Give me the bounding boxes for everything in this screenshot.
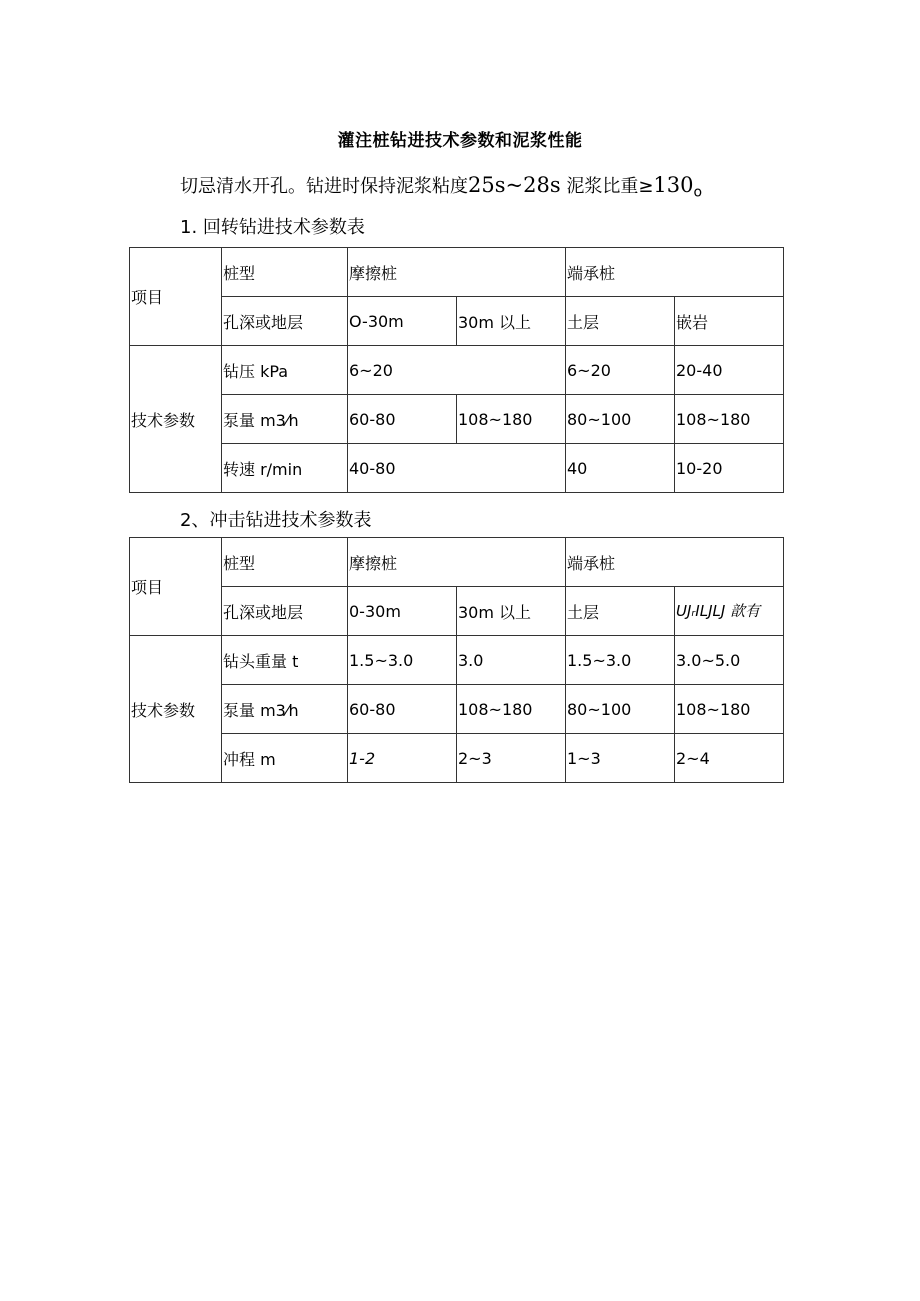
end-bearing-pile-header: 端承桩 bbox=[566, 248, 784, 297]
table-row bbox=[130, 636, 784, 685]
intro-density: 130 bbox=[653, 173, 694, 197]
table2-heading: 2、冲击钻进技术参数表 bbox=[180, 510, 372, 531]
cell: 2~3 bbox=[457, 734, 566, 783]
depth-col: 30m 以上 bbox=[457, 297, 566, 346]
depth-col: 嵌岩 bbox=[675, 297, 784, 346]
cell: 80~100 bbox=[566, 395, 675, 444]
cell: 1.5~3.0 bbox=[348, 636, 457, 685]
percussion-drilling-table bbox=[129, 537, 784, 783]
table-row bbox=[130, 395, 784, 444]
cell: 1~3 bbox=[566, 734, 675, 783]
cell: 10-20 bbox=[675, 444, 784, 493]
friction-pile-header: 摩擦桩 bbox=[348, 538, 566, 587]
row-name: 冲程 m bbox=[222, 734, 348, 783]
cell: 3.0 bbox=[457, 636, 566, 685]
cell: 6~20 bbox=[566, 346, 675, 395]
cell: 60-80 bbox=[348, 685, 457, 734]
depth-col: 0-30m bbox=[348, 587, 457, 636]
item-label: 项目 bbox=[130, 538, 222, 636]
table-row bbox=[130, 734, 784, 783]
row-name: 钻头重量 t bbox=[222, 636, 348, 685]
intro-tail: o bbox=[693, 184, 703, 201]
depth-col: O-30m bbox=[348, 297, 457, 346]
depth-col: 土层 bbox=[566, 297, 675, 346]
depth-label: 孔深或地层 bbox=[222, 297, 348, 346]
cell: 108~180 bbox=[675, 685, 784, 734]
rotary-drilling-table bbox=[129, 247, 784, 493]
row-name: 泵量 m3⁄h bbox=[222, 685, 348, 734]
intro-text-2: 泥浆比重≥ bbox=[560, 176, 654, 197]
cell: 6~20 bbox=[348, 346, 566, 395]
table-row bbox=[130, 248, 784, 297]
depth-label: 孔深或地层 bbox=[222, 587, 348, 636]
table-row bbox=[130, 444, 784, 493]
cell: 108~180 bbox=[675, 395, 784, 444]
cell: 1.5~3.0 bbox=[566, 636, 675, 685]
cell: 1-2 bbox=[348, 734, 457, 783]
cell: 20-40 bbox=[675, 346, 784, 395]
params-label: 技术参数 bbox=[130, 636, 222, 783]
intro-paragraph bbox=[180, 172, 702, 201]
cell: 3.0~5.0 bbox=[675, 636, 784, 685]
item-label: 项目 bbox=[130, 248, 222, 346]
pile-type-label: 桩型 bbox=[222, 248, 348, 297]
row-name: 泵量 m3⁄h bbox=[222, 395, 348, 444]
params-label: 技术参数 bbox=[130, 346, 222, 493]
pile-type-label: 桩型 bbox=[222, 538, 348, 587]
row-name: 转速 r/min bbox=[222, 444, 348, 493]
end-bearing-pile-header: 端承桩 bbox=[566, 538, 784, 587]
table-row bbox=[130, 538, 784, 587]
intro-viscosity: 25s~28s bbox=[468, 173, 561, 197]
row-name: 钻压 kPa bbox=[222, 346, 348, 395]
cell: 40-80 bbox=[348, 444, 566, 493]
cell: 40 bbox=[566, 444, 675, 493]
depth-col: 30m 以上 bbox=[457, 587, 566, 636]
document-title: 灌注桩钻进技术参数和泥浆性能 bbox=[337, 131, 583, 151]
table1-heading: 1. 回转钻进技术参数表 bbox=[180, 217, 365, 238]
table-row bbox=[130, 297, 784, 346]
cell: 108~180 bbox=[457, 395, 566, 444]
table-row bbox=[130, 346, 784, 395]
cell: 80~100 bbox=[566, 685, 675, 734]
table-row bbox=[130, 685, 784, 734]
cell: 60-80 bbox=[348, 395, 457, 444]
table-row bbox=[130, 587, 784, 636]
cell: 2~4 bbox=[675, 734, 784, 783]
cell: 108~180 bbox=[457, 685, 566, 734]
friction-pile-header: 摩擦桩 bbox=[348, 248, 566, 297]
depth-col: 土层 bbox=[566, 587, 675, 636]
depth-col: UJᵣILJLJ 歆有 bbox=[675, 587, 784, 636]
intro-text-1: 切忌清水开孔。钻进时保持泥浆粘度 bbox=[180, 176, 468, 197]
